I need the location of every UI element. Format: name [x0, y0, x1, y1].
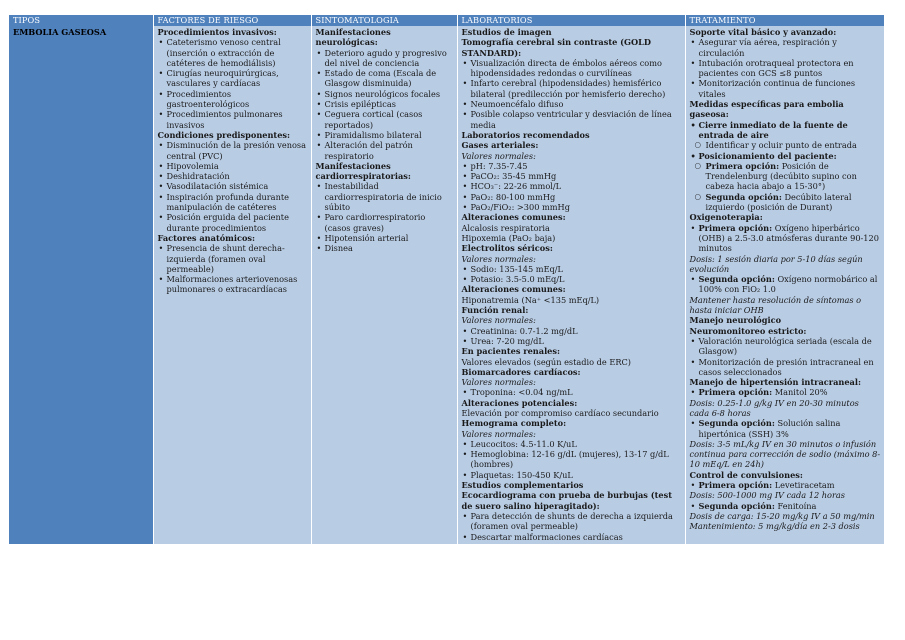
list-item: • Procedimientos gastroenterológicos	[158, 89, 308, 110]
section-heading: Alteraciones comunes:	[461, 212, 566, 223]
section-heading: Soporte vital básico y avanzado:	[689, 27, 837, 37]
list-item	[690, 387, 882, 397]
laboratorios-cell	[457, 26, 685, 544]
sub-list-item: ○ Identificar y ocluir punto de entrada	[690, 140, 882, 150]
list-item: • Potasio: 3.5-5.0 mEq/L	[462, 274, 682, 284]
bullet-list	[316, 181, 454, 253]
list-item: • PaO₂/FiO₂: >300 mmHg	[462, 202, 682, 212]
section-heading: Oxigenoterapia:	[689, 212, 763, 223]
option-text: Fenitoína	[774, 500, 817, 511]
option-label: Primera opción:	[705, 160, 780, 171]
list-item: • Malformaciones arteriovenosas pulmonares o extracardíacas	[158, 274, 308, 295]
list-item: • Paro cardiorrespiratorio (casos graves)	[316, 212, 454, 233]
bullet-list	[690, 336, 882, 377]
option-label: Segunda opción:	[698, 418, 775, 429]
section-heading: Biomarcadores cardíacos:	[461, 366, 581, 377]
note-text: Mantener hasta resolución de síntomas o hasta iniciar OHB	[689, 294, 862, 316]
section-heading: Manifestaciones cardiorrespiratorias:	[315, 160, 411, 182]
list-item: • Cirugías neuroquirúrgicas, vasculares y cardíacas	[158, 68, 308, 89]
body-text: Valores elevados (según estadio de ERC)	[461, 356, 631, 367]
section-heading: Alteraciones comunes:	[461, 284, 566, 295]
section-heading: Alteraciones potenciales:	[461, 397, 578, 408]
note-text: Dosis de carga: 15-20 mg/kg IV a 50 mg/min	[689, 510, 875, 521]
option-label: Segunda opción:	[698, 500, 775, 511]
bullet-list	[462, 326, 682, 347]
list-item: • Sodio: 135-145 mEq/L	[462, 264, 682, 274]
option-text: Posición de Trendelenburg (decúbito supino con cabeza hacia abajo a 15-30°)	[705, 160, 857, 192]
list-item: • Deshidratación	[158, 171, 308, 181]
header-row	[9, 15, 884, 26]
list-item: • Intubación orotraqueal protectora en pacientes con GCS ≤8 puntos	[690, 58, 882, 79]
option-text: Oxígeno hiperbárico (OHB) a 2.5-3.0 atmósferas durante 90-120 minutos	[698, 222, 879, 254]
note-text: Valores normales:	[461, 315, 536, 326]
note-text: Dosis: 1 sesión diaria por 5-10 días según evolución	[689, 253, 863, 274]
bullet-list	[462, 439, 682, 480]
list-item: • PaO₂: 80-100 mmHg	[462, 192, 682, 202]
section-heading: En pacientes renales:	[461, 346, 561, 357]
bullet-list	[462, 161, 682, 212]
list-item: • Posible colapso ventricular y desviación de línea media	[462, 109, 682, 130]
section-heading: Tomografía cerebral sin contraste (GOLD STANDARD):	[461, 37, 652, 58]
list-item: • Disnea	[316, 243, 454, 253]
section-heading: Hemograma completo:	[461, 418, 567, 429]
list-item: • Valoración neurológica seriada (escala de Glasgow)	[690, 336, 882, 357]
list-item: • Vasodilatación sistémica	[158, 181, 308, 191]
section-heading: Electrolitos séricos:	[461, 243, 553, 254]
option-text: Levetiracetam	[772, 480, 835, 491]
bullet-list	[158, 243, 308, 294]
note-text: Valores normales:	[461, 377, 536, 388]
list-item: • Leucocitos: 4.5-11.0 K/uL	[462, 439, 682, 449]
embolia-row	[9, 26, 884, 544]
list-item: • Urea: 7-20 mg/dL	[462, 336, 682, 346]
list-item: • Disminución de la presión venosa central (PVC)	[158, 140, 308, 161]
bullet-list	[690, 223, 882, 254]
sintomas-cell	[311, 26, 457, 544]
bullet-list	[690, 501, 882, 511]
list-item: • Posicionamiento del paciente:	[690, 151, 882, 161]
bullet-list	[690, 120, 882, 213]
list-item: • Cateterismo venoso central (inserción o extracción de catéteres de hemodiálisis)	[158, 37, 308, 68]
section-heading: Manejo neurológico	[689, 315, 782, 326]
header-tipos: TIPOS	[9, 15, 153, 26]
header-factores: FACTORES DE RIESGO	[153, 15, 311, 26]
list-item	[690, 501, 882, 511]
option-label: Primera opción:	[698, 480, 773, 491]
note-text: Mantenimiento: 5 mg/kg/día en 2-3 dosis	[689, 521, 860, 532]
body-text: Hiponatremia (Na⁺ <135 mEq/L)	[461, 294, 600, 305]
list-item: • Crisis epilépticas	[316, 99, 454, 109]
option-text: Oxígeno normobárico al 100% con FiO₂ 1.0	[698, 274, 878, 295]
list-item: • Monitorización de presión intracraneal en casos seleccionados	[690, 357, 882, 378]
list-item: • Hipovolemia	[158, 161, 308, 171]
bullet-list	[462, 264, 682, 285]
bullet-list	[158, 140, 308, 233]
list-item: • Alteración del patrón respiratorio	[316, 140, 454, 161]
header-sintomatologia: SINTOMATOLOGIA	[311, 15, 457, 26]
list-item: • pH: 7.35-7.45	[462, 161, 682, 171]
note-text: Dosis: 0.25-1.0 g/kg IV en 20-30 minutos cada 6-8 horas	[689, 397, 859, 418]
section-heading: Neuromonitoreo estricto:	[689, 325, 807, 336]
list-item: • HCO₃⁻: 22-26 mmol/L	[462, 181, 682, 191]
list-item: • Creatinina: 0.7-1.2 mg/dL	[462, 326, 682, 336]
bullet-list	[690, 480, 882, 490]
list-item: • Presencia de shunt derecha-izquierda (foramen oval permeable)	[158, 243, 308, 274]
tipo-cell: EMBOLIA GASEOSA	[9, 26, 153, 544]
bullet-list	[462, 58, 682, 130]
list-item: • Inspiración profunda durante manipulación de catéteres	[158, 192, 308, 213]
clinical-table-page	[9, 15, 884, 544]
embolia-table	[9, 15, 884, 544]
list-item: • Monitorización continua de funciones vitales	[690, 78, 882, 99]
sub-list-item	[690, 161, 882, 192]
list-item: • Descartar malformaciones cardíacas	[462, 532, 682, 542]
option-label: Segunda opción:	[698, 274, 775, 285]
option-text: Solución salina hipertónica (SSH) 3%	[698, 418, 841, 439]
note-text: Valores normales:	[461, 253, 536, 264]
note-text: Valores normales:	[461, 150, 536, 161]
list-item: • Asegurar vía aérea, respiración y circulación	[690, 37, 882, 58]
bullet-list	[690, 274, 882, 295]
list-item	[690, 274, 882, 295]
option-text: Decúbito lateral izquierdo (posición de Durant)	[705, 191, 852, 213]
bullet-list	[462, 387, 682, 397]
body-text: Hipoxemia (PaO₂ baja)	[461, 232, 556, 243]
bullet-list	[462, 511, 682, 542]
section-heading: Gases arteriales:	[461, 140, 539, 151]
list-item: • Posición erguida del paciente durante procedimientos	[158, 212, 308, 233]
list-item: • Ceguera cortical (casos reportados)	[316, 109, 454, 130]
section-heading: Ecocardiograma con prueba de burbujas (test de suero salino hiperagitado):	[461, 490, 673, 511]
bullet-list	[690, 418, 882, 439]
list-item: • Neumoencéfalo difuso	[462, 99, 682, 109]
section-heading: Procedimientos invasivos:	[157, 27, 277, 37]
section-heading: Condiciones predisponentes:	[157, 129, 291, 140]
bullet-list	[158, 37, 308, 130]
list-item: • PaCO₂: 35-45 mmHg	[462, 171, 682, 181]
option-label: Primera opción:	[698, 222, 773, 233]
note-text: Valores normales:	[461, 428, 536, 439]
list-item: • Estado de coma (Escala de Glasgow disminuida)	[316, 68, 454, 89]
body-text: Elevación por compromiso cardíaco secundario	[461, 407, 659, 418]
section-heading: Estudios de imagen	[461, 27, 552, 37]
list-item: • Plaquetas: 150-450 K/uL	[462, 470, 682, 480]
note-text: Dosis: 3-5 mL/kg IV en 30 minutos o infusión continua para corrección de sodio (máximo 8-10 mEq/L en 24h)	[689, 438, 881, 470]
list-item: • Hemoglobina: 12-16 g/dL (mujeres), 13-17 g/dL (hombres)	[462, 449, 682, 470]
option-label: Primera opción:	[698, 387, 773, 398]
section-heading: Medidas específicas para embolia gaseosa:	[689, 99, 844, 120]
list-item	[690, 418, 882, 439]
section-heading: Manifestaciones neurológicas:	[315, 27, 391, 48]
list-item: • Infarto cerebral (hipodensidades) hemisférico bilateral (predilección por hemisferio derecho)	[462, 78, 682, 99]
section-heading: Estudios complementarios	[461, 480, 584, 491]
list-item: • Deterioro agudo y progresivo del nivel de conciencia	[316, 48, 454, 69]
list-item: • Inestabilidad cardiorrespiratoria de inicio súbito	[316, 181, 454, 212]
option-label: Segunda opción:	[705, 191, 782, 202]
list-item: • Visualización directa de émbolos aéreos como hipodensidades redondas o curvilíneas	[462, 58, 682, 79]
section-heading: Factores anatómicos:	[157, 232, 256, 243]
bullet-list	[690, 387, 882, 397]
note-text: Dosis: 500-1000 mg IV cada 12 horas	[689, 490, 845, 501]
list-item: • Para detección de shunts de derecha a izquierda (foramen oval permeable)	[462, 511, 682, 532]
sub-list-item	[690, 192, 882, 213]
list-item: • Piramidalismo bilateral	[316, 130, 454, 140]
list-item	[690, 480, 882, 490]
header-tratamiento: TRATAMIENTO	[685, 15, 884, 26]
option-text: Manitol 20%	[772, 387, 828, 398]
body-text: Alcalosis respiratoria	[461, 222, 550, 233]
section-heading: Control de convulsiones:	[689, 469, 803, 480]
factores-cell	[153, 26, 311, 544]
bullet-list	[690, 37, 882, 99]
section-heading: Función renal:	[461, 305, 529, 316]
list-item: • Cierre inmediato de la fuente de entrada de aire	[690, 120, 882, 141]
list-item: • Hipotensión arterial	[316, 233, 454, 243]
bullet-list	[316, 48, 454, 161]
tratamiento-cell	[685, 26, 884, 544]
list-item: • Signos neurológicos focales	[316, 89, 454, 99]
list-item	[690, 223, 882, 254]
header-laboratorios: LABORATORIOS	[457, 15, 685, 26]
section-heading: Manejo de hipertensión intracraneal:	[689, 377, 861, 388]
section-heading: Laboratorios recomendados	[461, 129, 590, 140]
list-item: • Procedimientos pulmonares invasivos	[158, 109, 308, 130]
list-item: • Troponina: <0.04 ng/mL	[462, 387, 682, 397]
